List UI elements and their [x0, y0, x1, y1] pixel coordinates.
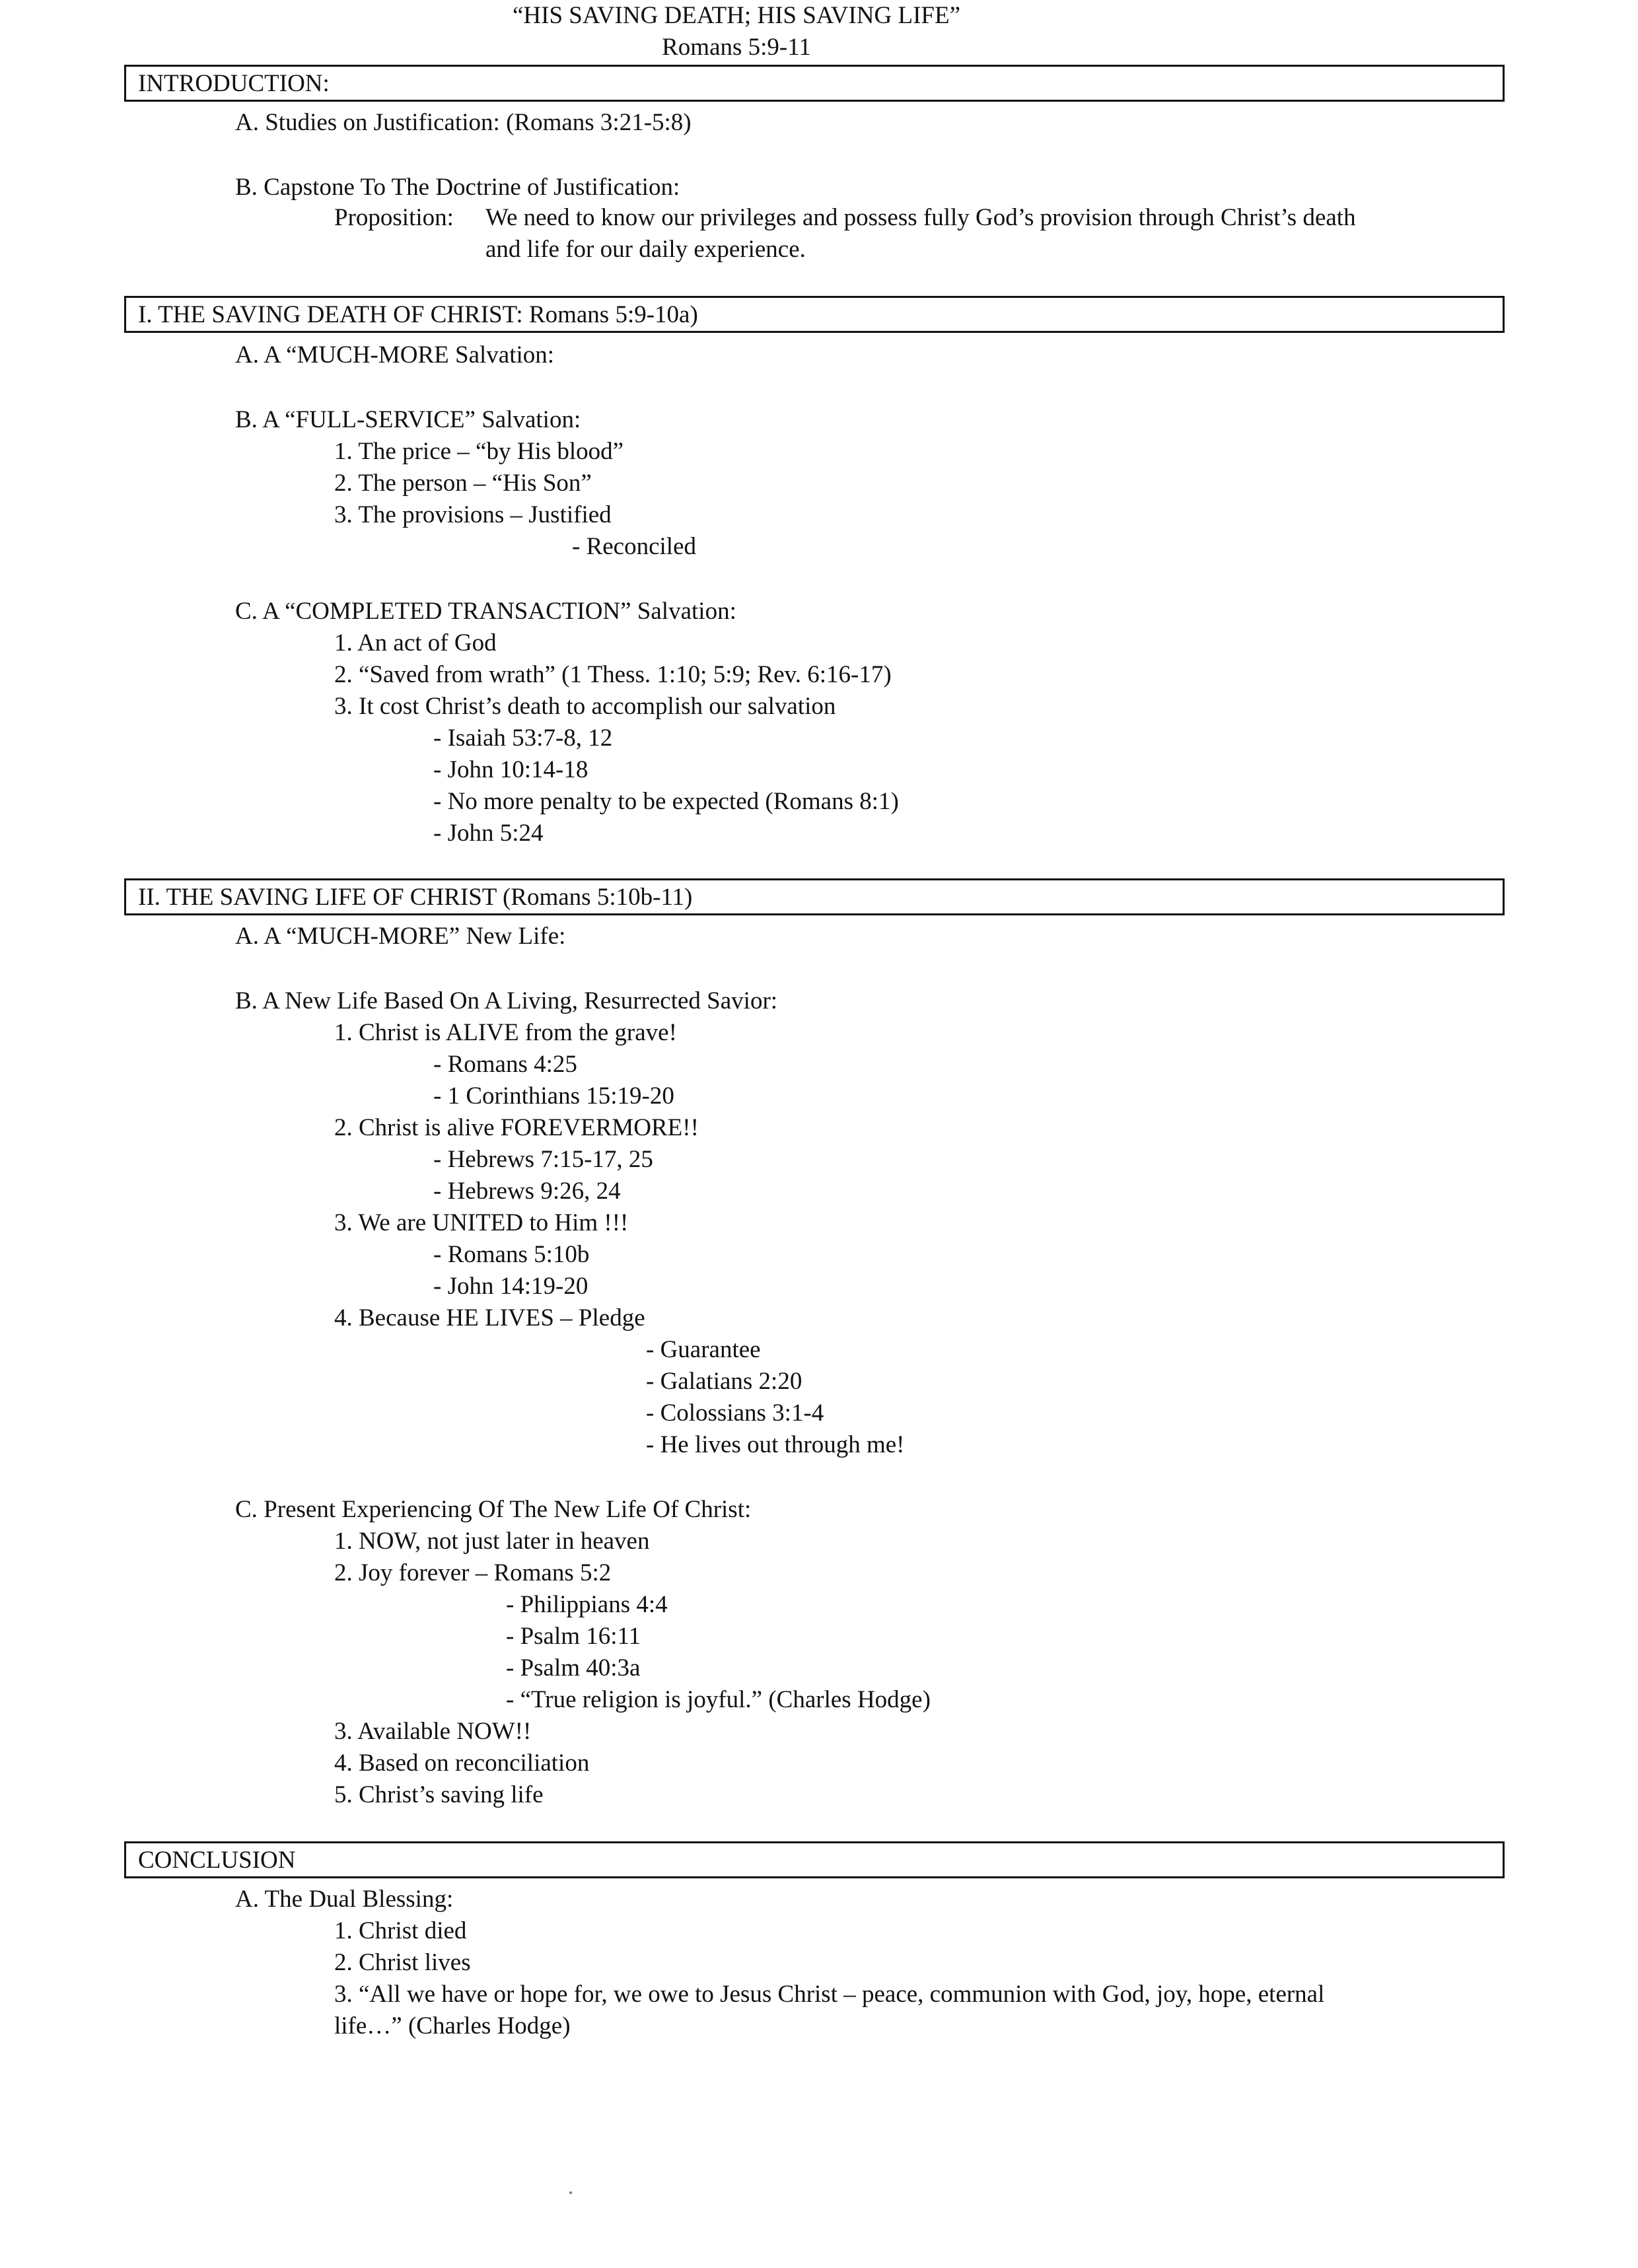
s1-c-item-3-sub-c: - No more penalty to be expected (Romans 8:1) [433, 788, 899, 815]
s1-c-item-3: 3. It cost Christ’s death to accomplish our salvation [334, 693, 836, 720]
s2-b-item-4: 4. Because HE LIVES – Pledge [334, 1304, 645, 1331]
proposition-line-2: and life for our daily experience. [485, 236, 806, 263]
s1-b-item-3: 3. The provisions – Justified [334, 501, 612, 528]
s1-c-item-2: 2. “Saved from wrath” (1 Thess. 1:10; 5:9; Rev. 6:16-17) [334, 661, 892, 688]
document-title: “HIS SAVING DEATH; HIS SAVING LIFE” [513, 2, 960, 29]
s2-b-item-4-sub-a: - Guarantee [646, 1336, 761, 1363]
conclusion-item-3: 3. “All we have or hope for, we owe to Jesus Christ – peace, communion with God, joy, hope, eternal [334, 1981, 1325, 2008]
conclusion-item-2: 2. Christ lives [334, 1949, 471, 1976]
s1-point-c: C. A “COMPLETED TRANSACTION” Salvation: [235, 598, 736, 625]
section-1-heading: I. THE SAVING DEATH OF CHRIST: Romans 5:9-10a) [138, 301, 698, 328]
conclusion-point-a: A. The Dual Blessing: [235, 1886, 454, 1913]
s1-c-item-3-sub-b: - John 10:14-18 [433, 756, 588, 783]
introduction-heading: INTRODUCTION: [138, 70, 330, 97]
s1-point-a: A. A “MUCH-MORE Salvation: [235, 341, 555, 369]
s2-c-item-4: 4. Based on reconciliation [334, 1750, 590, 1777]
s2-point-a: A. A “MUCH-MORE” New Life: [235, 923, 566, 950]
s2-b-item-1-sub-a: - Romans 4:25 [433, 1051, 577, 1078]
s2-b-item-1: 1. Christ is ALIVE from the grave! [334, 1019, 677, 1046]
conclusion-item-1: 1. Christ died [334, 1917, 467, 1944]
s2-c-item-2-sub-b: - Psalm 16:11 [506, 1623, 641, 1650]
s2-b-item-3: 3. We are UNITED to Him !!! [334, 1209, 629, 1236]
s2-b-item-2-sub-a: - Hebrews 7:15-17, 25 [433, 1146, 653, 1173]
s2-c-item-5: 5. Christ’s saving life [334, 1781, 544, 1808]
s1-b-item-1: 1. The price – “by His blood” [334, 438, 624, 465]
s2-b-item-3-sub-a: - Romans 5:10b [433, 1241, 590, 1268]
s2-b-item-1-sub-b: - 1 Corinthians 15:19-20 [433, 1082, 674, 1110]
s1-b-item-2: 2. The person – “His Son” [334, 470, 592, 497]
s2-b-item-4-sub-c: - Colossians 3:1-4 [646, 1400, 824, 1427]
intro-point-b: B. Capstone To The Doctrine of Justification: [235, 174, 680, 201]
intro-point-a: A. Studies on Justification: (Romans 3:21-5:8) [235, 109, 692, 136]
section-1-heading-box [124, 296, 1505, 333]
s2-b-item-4-sub-d: - He lives out through me! [646, 1431, 905, 1458]
s1-b-item-3-sub: - Reconciled [572, 533, 696, 560]
conclusion-item-3-cont: life…” (Charles Hodge) [334, 2012, 571, 2039]
s2-b-item-4-sub-b: - Galatians 2:20 [646, 1368, 802, 1395]
section-2-heading: II. THE SAVING LIFE OF CHRIST (Romans 5:10b-11) [138, 884, 693, 911]
proposition-label: Proposition: [334, 204, 454, 231]
s2-point-c: C. Present Experiencing Of The New Life Of Christ: [235, 1496, 752, 1523]
proposition-line-1: We need to know our privileges and possess fully God’s provision through Christ’s death [485, 204, 1356, 231]
scripture-reference: Romans 5:9-11 [662, 34, 811, 61]
scan-speck [569, 2191, 572, 2194]
conclusion-heading-box [124, 1841, 1505, 1878]
s2-b-item-2-sub-b: - Hebrews 9:26, 24 [433, 1178, 621, 1205]
s2-point-b: B. A New Life Based On A Living, Resurrected Savior: [235, 987, 778, 1014]
s2-c-item-2-sub-d: - “True religion is joyful.” (Charles Hodge) [506, 1686, 931, 1713]
introduction-heading-box [124, 65, 1505, 102]
conclusion-heading: CONCLUSION [138, 1847, 296, 1874]
s1-c-item-3-sub-a: - Isaiah 53:7-8, 12 [433, 725, 613, 752]
s1-c-item-3-sub-d: - John 5:24 [433, 820, 544, 847]
s2-c-item-1: 1. NOW, not just later in heaven [334, 1528, 650, 1555]
s2-c-item-2-sub-c: - Psalm 40:3a [506, 1654, 641, 1682]
s1-c-item-1: 1. An act of God [334, 629, 497, 656]
s2-c-item-3: 3. Available NOW!! [334, 1718, 532, 1745]
s2-c-item-2: 2. Joy forever – Romans 5:2 [334, 1559, 612, 1586]
section-2-heading-box [124, 878, 1505, 915]
s2-b-item-3-sub-b: - John 14:19-20 [433, 1273, 588, 1300]
s2-b-item-2: 2. Christ is alive FOREVERMORE!! [334, 1114, 699, 1141]
s1-point-b: B. A “FULL-SERVICE” Salvation: [235, 406, 581, 433]
s2-c-item-2-sub-a: - Philippians 4:4 [506, 1591, 668, 1618]
